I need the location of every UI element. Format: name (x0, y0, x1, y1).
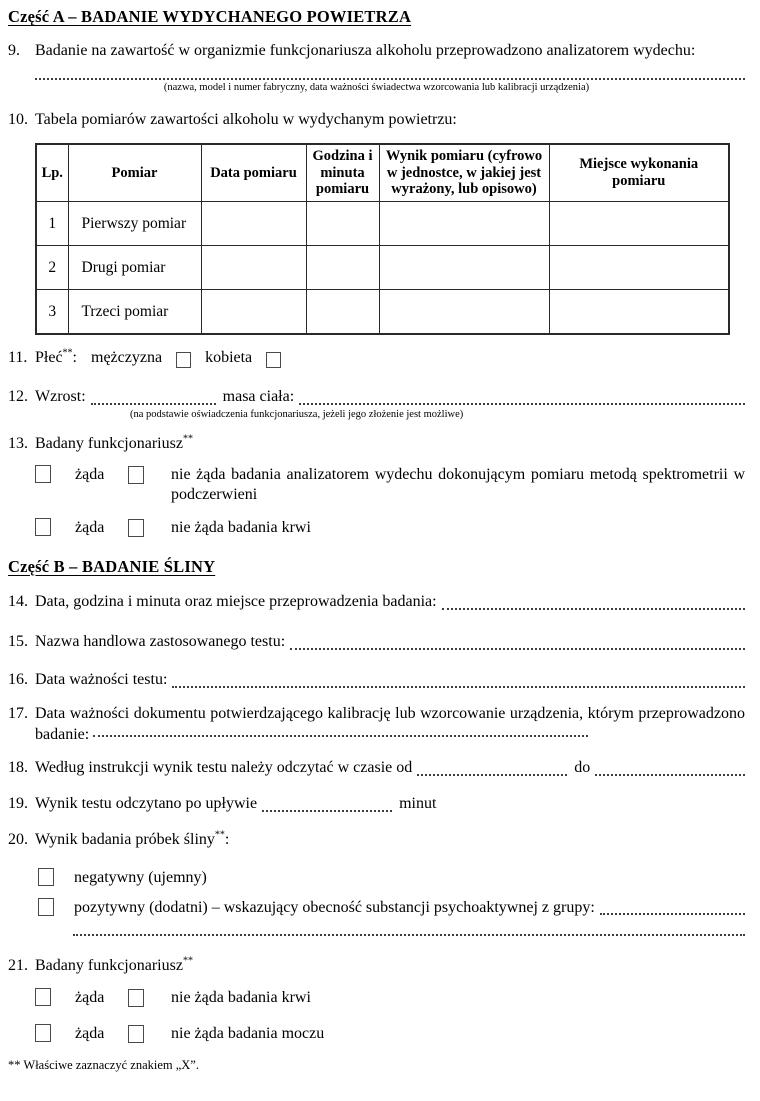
item-9 (8, 41, 745, 62)
item-18-text: Według instrukcji wynik testu należy odczytać w czasie od (35, 759, 413, 777)
item-14-field[interactable] (442, 608, 745, 610)
substance-group-continuation-field[interactable] (73, 934, 745, 936)
item-15-text: Nazwa handlowa zastosowanego testu: (35, 633, 286, 651)
item-10-number: 10. (8, 111, 28, 129)
time-from-field[interactable] (417, 774, 567, 776)
item-17-text: Data ważności dokumentu potwierdzającego kalibrację lub wzorcowanie urządzenia, którym przeprowadzono badanie: (35, 704, 745, 743)
weight-label: masa ciała: (222, 387, 295, 405)
nie-zada-checkbox[interactable] (128, 1025, 144, 1043)
measurement-table (35, 143, 730, 335)
item-15-field[interactable] (290, 648, 745, 650)
col-header-miejsce: Miejsce wykonania pomiaru (549, 144, 729, 202)
part-a-heading: Część A – BADANIE WYDYCHANEGO POWIETRZA (8, 7, 412, 26)
item-16-text: Data ważności testu: (35, 670, 168, 688)
item-20-label: Wynik badania próbek śliny**: (35, 829, 230, 848)
table-row (36, 202, 729, 246)
row1-godzina-field[interactable] (306, 202, 379, 246)
female-checkbox[interactable] (266, 352, 281, 368)
item-18-do-label: do (574, 759, 591, 777)
item-12 (8, 387, 745, 408)
negative-label: negatywny (ujemny) (74, 868, 207, 886)
item-13-option-row (35, 518, 745, 539)
item-13-number: 13. (8, 434, 28, 452)
item-20-number: 20. (8, 830, 28, 848)
item-19-text: Wynik testu odczytano po upływie (35, 795, 258, 813)
zada-checkbox[interactable] (35, 518, 51, 536)
positive-checkbox[interactable] (38, 898, 54, 916)
substance-group-field[interactable] (600, 913, 745, 915)
item-9-number: 9. (8, 42, 20, 60)
item-15-number: 15. (8, 633, 28, 651)
item-19-minut-label: minut (399, 795, 437, 813)
row1-miejsce-field[interactable] (549, 202, 729, 246)
zada-label: żąda (75, 519, 105, 537)
item-19-number: 19. (8, 795, 28, 813)
col-header-data-pomiaru: Data pomiaru (201, 144, 306, 202)
item-15 (8, 632, 745, 653)
weight-field[interactable] (299, 403, 745, 405)
nie-zada-label: nie żąda badania krwi (171, 989, 311, 1007)
row1-wynik-field[interactable] (379, 202, 549, 246)
table-row (36, 246, 729, 290)
nie-zada-checkbox[interactable] (128, 466, 144, 484)
nie-zada-checkbox[interactable] (128, 989, 144, 1007)
item-9-fill-line[interactable] (35, 78, 745, 80)
row2-pomiar: Drugi pomiar (68, 246, 201, 290)
item-9-text: Badanie na zawartość w organizmie funkcjonariusza alkoholu przeprowadzono analizatorem wydechu: (35, 42, 696, 60)
row3-godzina-field[interactable] (306, 290, 379, 335)
zada-checkbox[interactable] (35, 1024, 51, 1042)
time-to-field[interactable] (595, 774, 745, 776)
male-checkbox[interactable] (176, 352, 191, 368)
item-11-number: 11. (8, 349, 28, 367)
row3-miejsce-field[interactable] (549, 290, 729, 335)
row2-data-field[interactable] (201, 246, 306, 290)
item-12-caption: (na podstawie oświadczenia funkcjonariusza, jeżeli jego złożenie jest możliwe) (130, 408, 464, 420)
negative-checkbox[interactable] (38, 868, 54, 886)
row1-lp: 1 (36, 202, 68, 246)
item-16-number: 16. (8, 670, 28, 688)
item-12-number: 12. (8, 387, 28, 405)
item-16 (8, 670, 745, 691)
item-21-option-row (35, 988, 745, 1009)
row3-data-field[interactable] (201, 290, 306, 335)
height-field[interactable] (91, 403, 216, 405)
item-9-caption: (nazwa, model i numer fabryczny, data ważności świadectwa wzorcowania lub kalibracji urządzenia) (163, 82, 590, 94)
item-18-number: 18. (8, 759, 28, 777)
col-header-godzina: Godzina i minuta pomiaru (306, 144, 379, 202)
col-header-wynik: Wynik pomiaru (cyfrowo w jednostce, w jakiej jest wyrażony, lub opisowo) (379, 144, 549, 202)
item-20-option-row (38, 898, 745, 919)
col-header-lp: Lp. (36, 144, 68, 202)
zada-label: żąda (75, 1024, 105, 1042)
row3-wynik-field[interactable] (379, 290, 549, 335)
item-14-text: Data, godzina i minuta oraz miejsce przeprowadzenia badania: (35, 593, 437, 611)
nie-zada-label: nie żąda badania krwi (171, 519, 311, 537)
item-20-option-row (38, 868, 745, 889)
height-label: Wzrost: (35, 387, 86, 405)
row2-miejsce-field[interactable] (549, 246, 729, 290)
item-10-text: Tabela pomiarów zawartości alkoholu w wydychanym powietrzu: (35, 111, 457, 129)
item-17-number: 17. (8, 704, 28, 722)
row3-pomiar: Trzeci pomiar (68, 290, 201, 335)
zada-label: żąda (75, 989, 105, 1007)
nie-zada-label: nie żąda badania analizatorem wydechu dokonującym pomiaru metodą spektrometrii w podczerwieni (171, 465, 745, 504)
male-option-label: mężczyzna (91, 349, 163, 367)
table-row (36, 290, 729, 335)
table-header-row (36, 144, 729, 202)
positive-label: pozytywny (dodatni) – wskazujący obecność substancji psychoaktywnej z grupy: (74, 898, 595, 916)
row3-lp: 3 (36, 290, 68, 335)
nie-zada-checkbox[interactable] (128, 519, 144, 537)
zada-checkbox[interactable] (35, 988, 51, 1006)
item-14 (8, 592, 745, 613)
row2-godzina-field[interactable] (306, 246, 379, 290)
item-21-option-row (35, 1024, 745, 1045)
female-option-label: kobieta (205, 349, 253, 367)
part-b-heading: Część B – BADANIE ŚLINY (8, 556, 216, 576)
minutes-field[interactable] (262, 810, 392, 812)
zada-checkbox[interactable] (35, 465, 51, 483)
item-21-label: Badany funkcjonariusz** (35, 956, 193, 975)
nie-zada-label: nie żąda badania moczu (171, 1024, 325, 1042)
item-10 (8, 110, 745, 131)
item-13 (8, 434, 745, 455)
item-13-option-row (35, 465, 745, 507)
zada-label: żąda (75, 465, 105, 483)
item-18 (8, 758, 745, 779)
sex-label: Płeć**: (35, 347, 77, 367)
row1-data-field[interactable] (201, 202, 306, 246)
item-21 (8, 956, 745, 977)
row2-wynik-field[interactable] (379, 246, 549, 290)
item-16-field[interactable] (172, 686, 745, 688)
row1-pomiar: Pierwszy pomiar (68, 202, 201, 246)
row2-lp: 2 (36, 246, 68, 290)
item-20 (8, 830, 745, 851)
footnote: ** Właściwe zaznaczyć znakiem „X”. (8, 1057, 199, 1072)
item-17-field[interactable] (93, 735, 588, 737)
item-21-number: 21. (8, 957, 28, 975)
item-13-label: Badany funkcjonariusz** (35, 433, 193, 452)
col-header-pomiar: Pomiar (68, 144, 201, 202)
item-14-number: 14. (8, 593, 28, 611)
item-11 (8, 348, 745, 369)
item-17 (8, 704, 745, 746)
item-19 (8, 794, 745, 815)
